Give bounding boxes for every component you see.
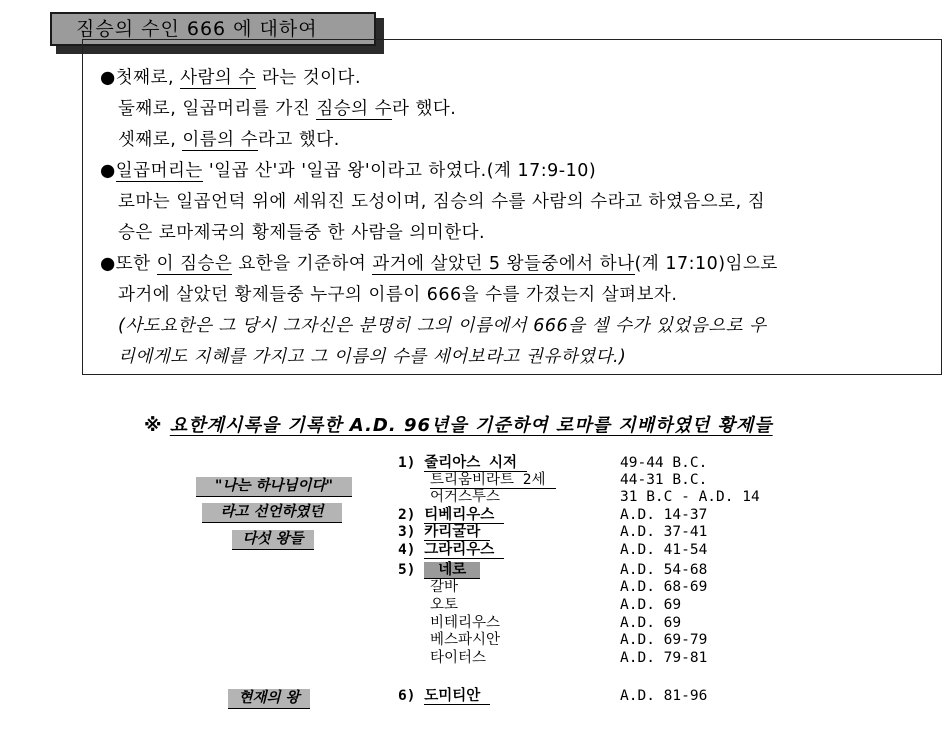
emperor-date: A.D. 37-41 (620, 524, 708, 540)
emperor-name: 베스파시안 (430, 632, 501, 648)
emperor-row (430, 489, 500, 505)
text-span: ● (100, 161, 116, 181)
text-span: ●또한 (100, 254, 157, 274)
emperor-name: 오토 (430, 597, 459, 613)
emperor-name: 타이터스 (430, 650, 487, 666)
emperor-date: A.D. 69-79 (620, 632, 708, 648)
emperor-date: A.D. 79-81 (620, 650, 708, 666)
emperor-row (398, 524, 490, 540)
text-line-1 (100, 64, 361, 89)
emperor-row (398, 507, 504, 523)
text-line-4 (100, 157, 596, 182)
emperor-row (430, 597, 458, 613)
underlined-phrase: 짐승의 수 (316, 99, 392, 119)
emperor-name: 티베리우스 (424, 507, 504, 524)
emperor-name: 갈바 (430, 579, 459, 595)
emperor-number: 5) (398, 562, 416, 578)
text-line-9: (사도요한은 그 당시 그자신은 분명히 그의 이름에서 666을 셀 수가 있었음으로 우 (118, 316, 767, 336)
page-title: 짐승의 수인 666 에 대하여 (50, 12, 376, 46)
emperor-row (398, 562, 480, 578)
side-label-current-king: 현재의 왕 (228, 689, 310, 709)
emperor-number: 6) (398, 688, 416, 704)
side-label-declared: 라고 선언하였던 (202, 503, 342, 523)
emperor-number: 3) (398, 524, 416, 540)
underlined-phrase: 과거에 살았던 5 왕들중에서 하나 (372, 254, 635, 274)
emperor-row (398, 542, 504, 558)
reference-mark: ※ (144, 415, 163, 436)
emperor-row (430, 615, 500, 631)
emperor-date: A.D. 69 (620, 597, 682, 613)
text-line-6: 승은 로마제국의 황제들중 한 사람을 의미한다. (118, 223, 486, 243)
text-span: '일곱 산'과 '일곱 왕'이라고 하였다.(계 17:9-10) (202, 161, 597, 181)
text-span: 라 했다. (392, 99, 457, 119)
text-line-7 (100, 250, 778, 275)
text-span: 셋째로, (118, 130, 183, 150)
emperor-date: A.D. 14-37 (620, 507, 708, 523)
text-line-2 (118, 95, 456, 120)
text-span: 요한을 기준하여 (232, 254, 373, 274)
emperor-name: 도미티안 (424, 688, 490, 705)
text-line-3 (118, 126, 340, 151)
emperor-date: A.D. 81-96 (620, 688, 708, 704)
emperor-date: 44-31 B.C. (620, 472, 708, 488)
emperor-date: A.D. 54-68 (620, 562, 708, 578)
emperor-date: A.D. 69 (620, 615, 682, 631)
text-line-5: 로마는 일곱언덕 위에 세워진 도성이며, 짐승의 수를 사람의 수라고 하였음으로, 짐 (118, 192, 766, 212)
text-span: (계 17:10)임으로 (634, 254, 778, 274)
section-heading (144, 411, 773, 437)
emperor-row (430, 632, 500, 648)
emperor-name: 줄리아스 시저 (424, 455, 527, 472)
emperor-number: 1) (398, 455, 416, 471)
underlined-phrase: 일곱머리는 (115, 161, 203, 181)
text-line-8: 과거에 살았던 황제들중 누구의 이름이 666을 수를 가졌는지 살펴보자. (118, 285, 678, 305)
text-span: 라는 것이다. (255, 68, 362, 88)
emperor-date: A.D. 68-69 (620, 579, 708, 595)
text-span: 둘째로, 일곱머리를 가진 (118, 99, 317, 119)
underlined-phrase: 이 짐승은 (156, 254, 233, 274)
emperor-name: 트리움비라트 2세 (430, 472, 556, 489)
emperor-date: A.D. 41-54 (620, 542, 708, 558)
underlined-phrase: 이름의 수 (182, 130, 259, 150)
emperor-row (398, 688, 490, 704)
side-label-five-kings: 다섯 왕들 (232, 530, 314, 550)
emperor-date: 49-44 B.C. (620, 455, 708, 471)
emperor-row (430, 650, 486, 666)
emperor-name: 그라리우스 (424, 542, 504, 559)
text-line-10: 리에게도 지혜를 가지고 그 이름의 수를 세어보라고 권유하였다.) (118, 347, 627, 367)
text-span: ●첫째로, (100, 68, 181, 88)
side-label-quote: "나는 하나님이다" (196, 477, 352, 497)
emperor-number: 4) (398, 542, 416, 558)
section-heading-text: 요한계시록을 기록한 A.D. 96년을 기준하여 로마를 지배하였던 황제들 (169, 415, 773, 436)
emperor-row (430, 472, 556, 488)
emperor-name: 카리굴라 (424, 524, 490, 541)
emperor-row (430, 579, 458, 595)
text-span: 라고 했다. (258, 130, 340, 150)
emperor-name: 어거스투스 (430, 489, 501, 505)
emperor-name: 비테리우스 (430, 615, 501, 631)
emperor-date: 31 B.C - A.D. 14 (620, 489, 760, 505)
emperor-number: 2) (398, 507, 416, 523)
underlined-phrase: 사람의 수 (180, 68, 256, 88)
emperor-row (398, 455, 527, 471)
emperor-name-highlighted: 네로 (424, 562, 480, 579)
